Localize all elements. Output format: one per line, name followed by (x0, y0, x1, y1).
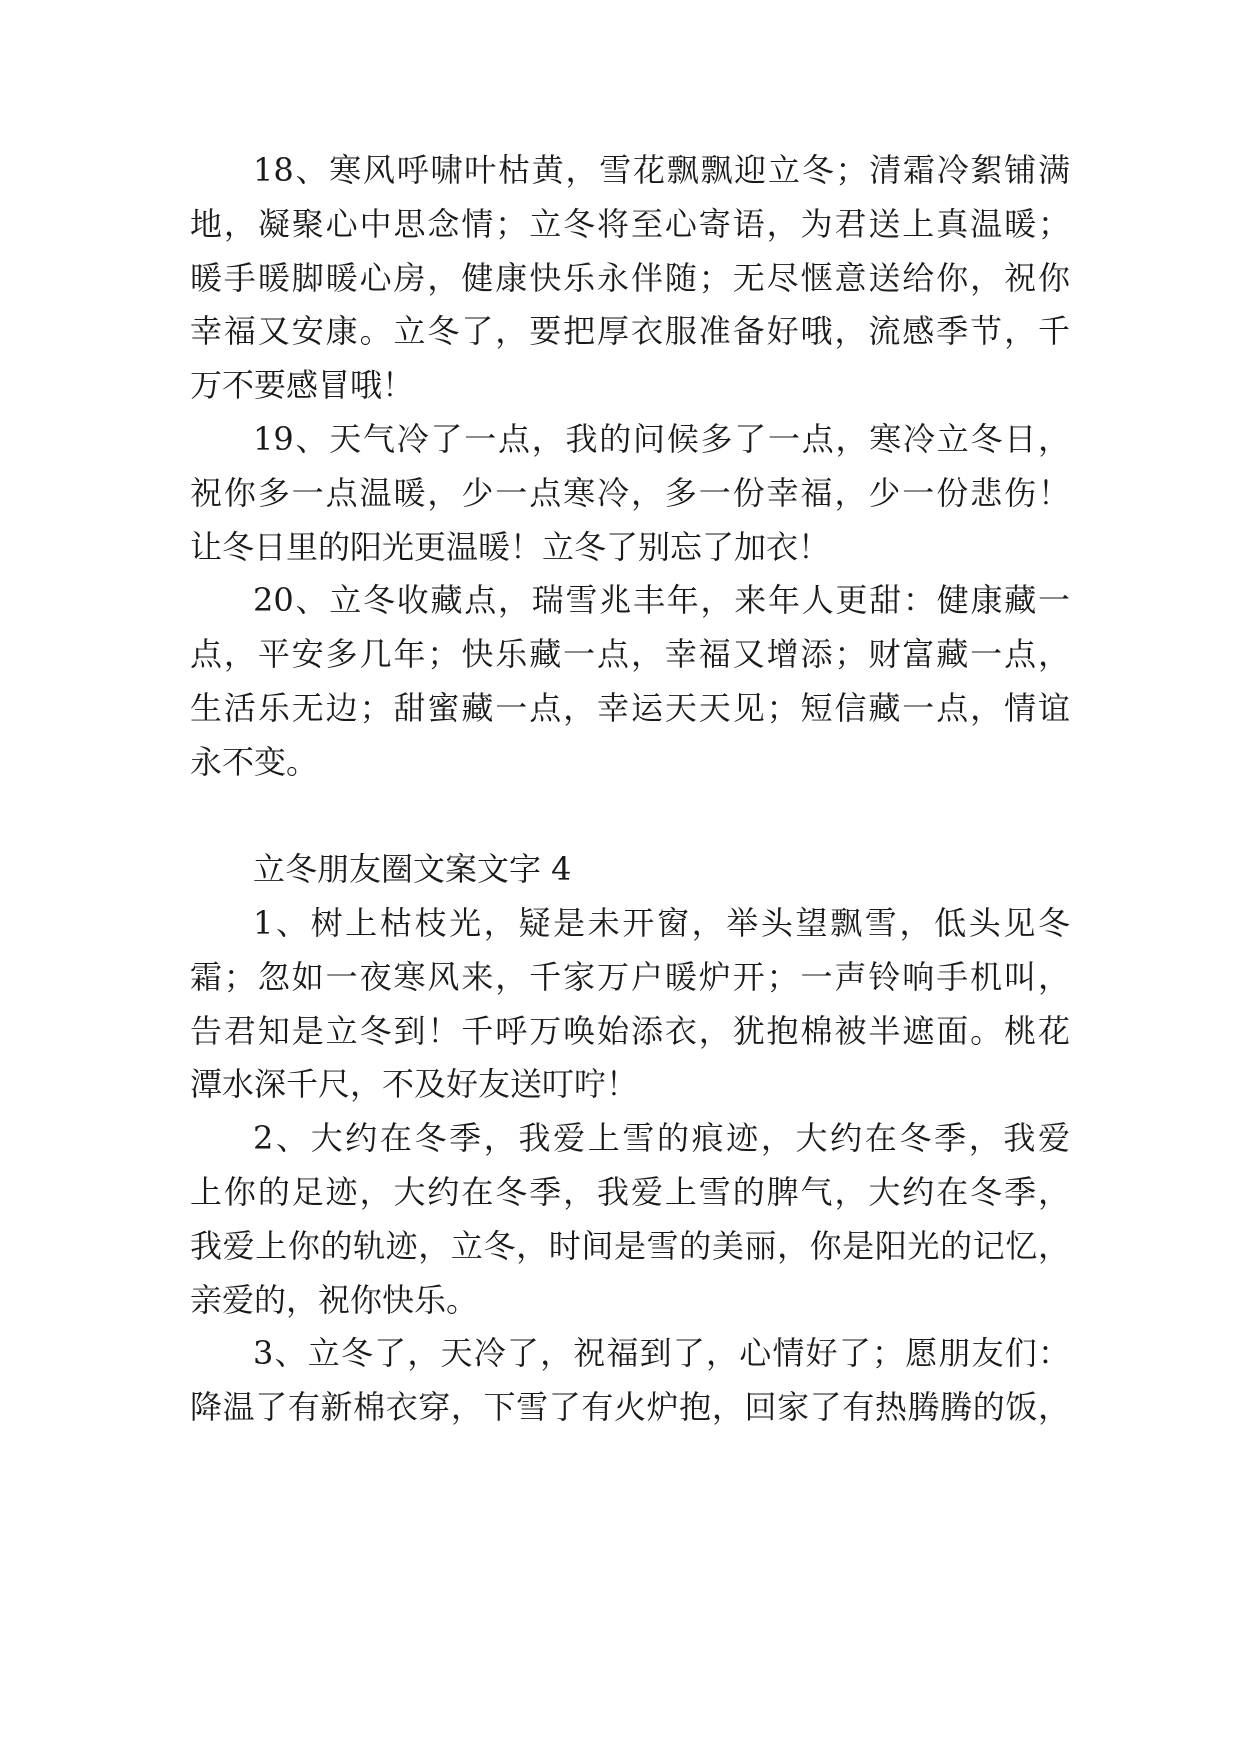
section-paragraph-2-line-1: 2、大约在冬季，我爱上雪的痕迹，大约在冬季，我爱 (253, 1119, 1070, 1157)
paragraph-18-line-5: 万不要感冒哦！ (190, 366, 415, 404)
section-paragraph-3-line-2: 降温了有新棉衣穿，下雪了有火炉抱，回家了有热腾腾的饭， (190, 1388, 1070, 1426)
section-heading: 立冬朋友圈文案文字 4 (253, 850, 572, 888)
section-paragraph-1-line-4: 潭水深千尺，不及好友送叮咛！ (190, 1065, 639, 1103)
paragraph-18-line-3: 暖手暖脚暖心房，健康快乐永伴随；无尽惬意送给你，祝你 (190, 259, 1070, 297)
section-paragraph-2-line-3: 我爱上你的轨迹，立冬，时间是雪的美丽，你是阳光的记忆， (190, 1227, 1070, 1265)
paragraph-18-line-1: 18、寒风呼啸叶枯黄，雪花飘飘迎立冬；清霜冷絮铺满 (253, 151, 1070, 189)
section-paragraph-2-line-4: 亲爱的，祝你快乐。 (190, 1281, 479, 1319)
section-paragraph-2-line-2: 上你的足迹，大约在冬季，我爱上雪的脾气，大约在冬季， (190, 1173, 1070, 1211)
paragraph-18-line-2: 地，凝聚心中思念情；立冬将至心寄语，为君送上真温暖； (190, 205, 1070, 243)
section-paragraph-1-line-2: 霜；忽如一夜寒风来，千家万户暖炉开；一声铃响手机叫， (190, 958, 1070, 996)
paragraph-20-line-2: 点，平安多几年；快乐藏一点，幸福又增添；财富藏一点， (190, 635, 1070, 673)
paragraph-19-line-1: 19、天气冷了一点，我的问候多了一点，寒冷立冬日， (253, 420, 1070, 458)
paragraph-20-line-4: 永不变。 (190, 743, 319, 781)
section-paragraph-1-line-3: 告君知是立冬到！千呼万唤始添衣，犹抱棉被半遮面。桃花 (190, 1012, 1070, 1050)
paragraph-19-line-3: 让冬日里的阳光更温暖！立冬了别忘了加衣！ (190, 528, 831, 566)
paragraph-18-line-4: 幸福又安康。立冬了，要把厚衣服准备好哦，流感季节，千 (190, 312, 1070, 350)
paragraph-20-line-1: 20、立冬收藏点，瑞雪兆丰年，来年人更甜：健康藏一 (253, 581, 1070, 619)
paragraph-19-line-2: 祝你多一点温暖，少一点寒冷，多一份幸福，少一份悲伤！ (190, 474, 1070, 512)
section-paragraph-3-line-1: 3、立冬了，天冷了，祝福到了，心情好了；愿朋友们： (253, 1334, 1070, 1372)
section-paragraph-1-line-1: 1、树上枯枝光，疑是未开窗，举头望飘雪，低头见冬 (253, 904, 1070, 942)
paragraph-20-line-3: 生活乐无边；甜蜜藏一点，幸运天天见；短信藏一点，情谊 (190, 689, 1070, 727)
